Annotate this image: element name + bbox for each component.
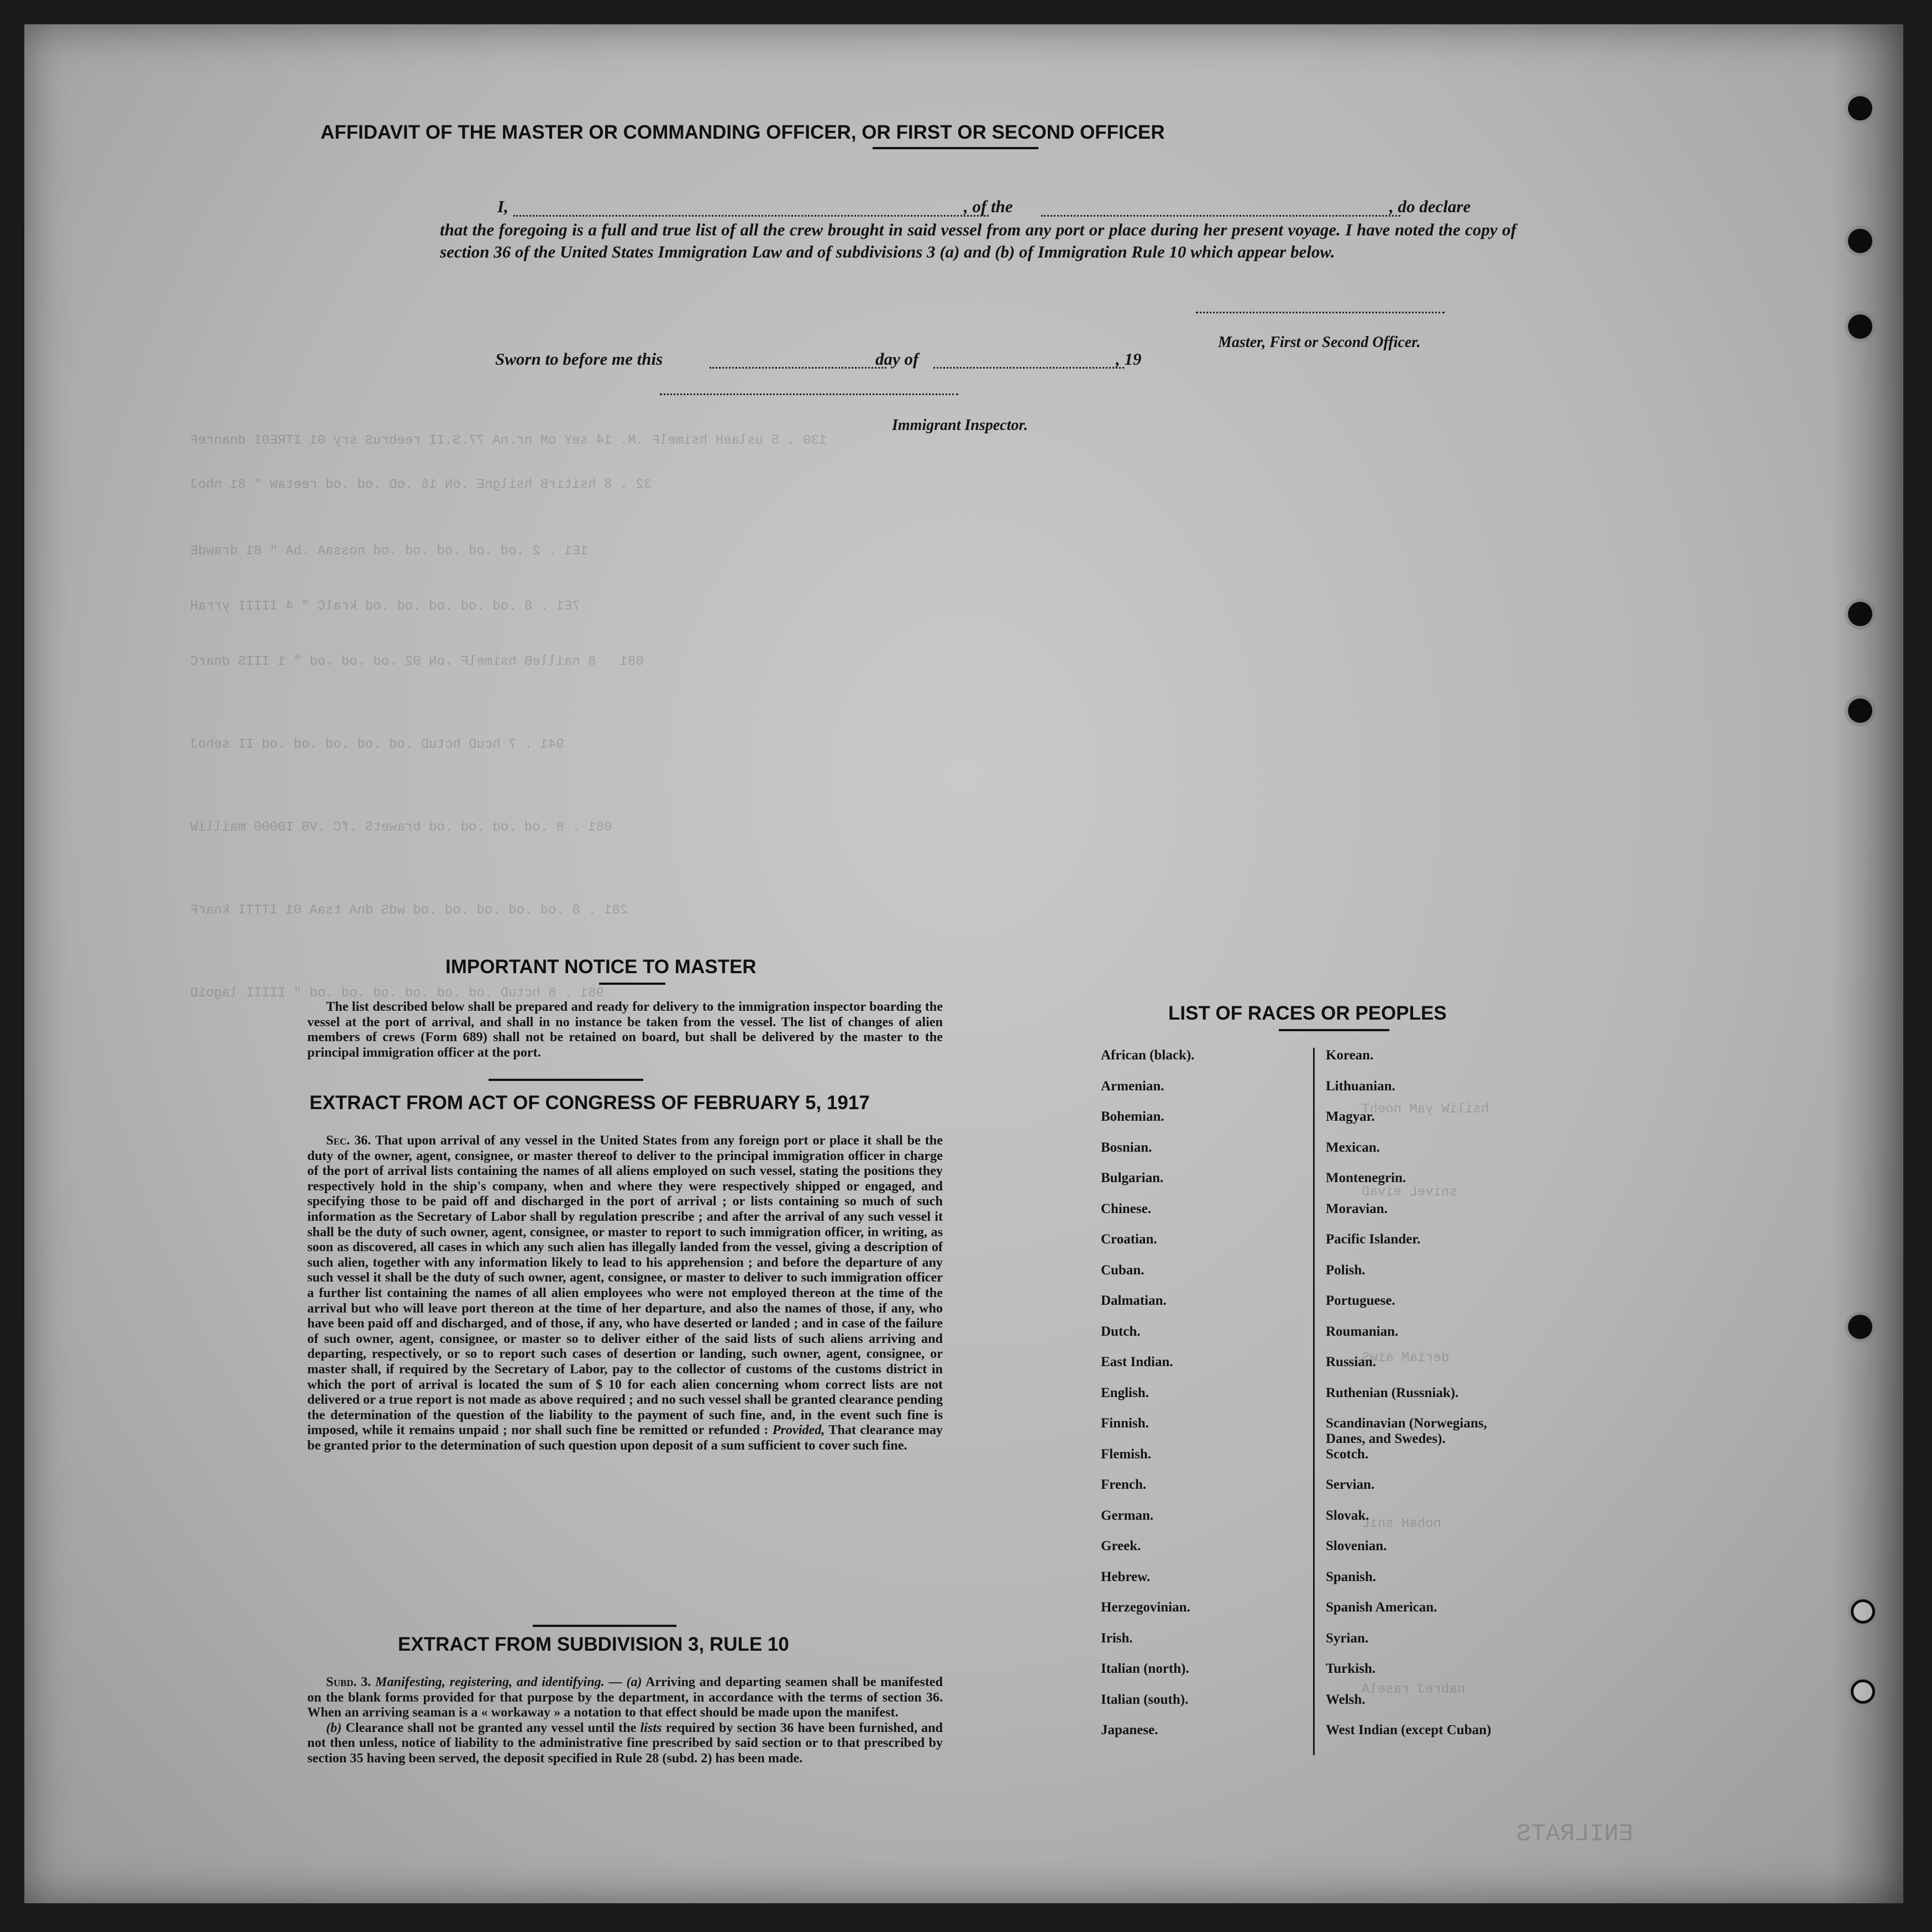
- race-item: Finnish.: [1101, 1416, 1149, 1431]
- race-item: Scandinavian (Norwegians, Danes, and Swedes).: [1326, 1416, 1487, 1446]
- document-page: 130 . 5 uslaeH hsimelF .M. 14 seY oM nr.nA 77.S.II reebruS sry 01 ITRE0I dnanreF 32 . 8 hsitirB hsilgnE .oN 16 .oD .od .od reetaW " 81 nhoJ 1E1 . 2 .od .od .od .od .od nossaA .bA " 81 drawdE 7E1 . 8 .od .od .od .od .od kralC " 4 IIIII yrraH 081 . 8 nailleB hsimelF .oN 02 .od .od .od " 1 IIIS dnarC 941 . 7 hcuD hctuD .od .od .od .od .od II sehoJ 081 . 8 .od .od .od .od brawetS .fC .V8 I0000 mailliW 281 . 8 .od .od .od .od .od wdS dnA tsaA 01 ITTTI knarF 981 . 8 hctuD .od .od .od .od .od .od " IIIII lagoiD hsiliW yaM noehT sniveL eivaD deriaM aiwS nohaH sniL nabreJ raselA ENILRATS AFFIDAVIT OF THE MASTER OR COMMANDING OFFICER, OR FIRST OR SECOND OFFICER I, , of the , do declare that the foregoing is a full and true list of all the crew brought in said vessel from any port or place during her present voyage. I have noted the copy of section 36 of the United States Immigration Law and of subdivisions 3 (a) and (b) of Immigration Rule 10 which appear below. Master, First or Second Officer. Sworn to before me this day of , 19 Immigrant Inspector. IMPORTANT NOTICE TO MASTER The list described below shall be prepared and ready for delivery to the immigration inspector boarding the vessel at the port of arrival, and shall in no instance be taken from the vessel. The list of changes of alien members of crews (Form 689) shall not be retained on board, but shall be delivered by the master to the principal immigration officer at the port. EXTRACT FROM ACT OF CONGRESS OF FEBRUARY 5, 1917 Sec. 36. That upon arrival of any vessel in the United States from any foreign port or place it shall be the duty of the owner, agent, consignee, or master thereof to deliver to the principal immigration officer in charge of the port of arrival lists containing the names of all aliens employed on such vessel, stating the positions they respectively hold in the ship's company, when and where they were respectively shipped or engaged, and specifying those to be paid off and discharged in the port of arrival ; or lists containing so much of such information as the Secretary of Labor shall by regulation prescribe ; and after the arrival of any such vessel it shall be the duty of such owner, agent, consignee, or master to report to such immigration officer, in writing, as soon as discovered, all cases in which any such alien has illegally landed from the vessel, giving a description of such alien, together with any information likely to lead to his apprehension ; and before the departure of any such vessel it shall be the duty of such owner, agent, consignee, or master to deliver to such immigration officer a further list containing the names of all alien employees who were not employed thereon at the time of the arrival but who will leave port thereon at the time of her departure, and also the names of those, if any, who have been paid off and discharged, and of those, if any, who have deserted or landed ; and in case of the failure of such owner, agent, consignee, or master so to deliver either of the said lists of such aliens arriving and departing, respectively, or so to report such cases of desertion or landing, such owner, agent, consignee, or master shall, if required by the Secretary of Labor, pay to the collector of customs of the customs district in which the port of arrival is located the sum of $ 10 for each alien concerning whom correct lists are not delivered or a true report is not made as above required ; and no such vessel shall be granted clearance pending the determination of the question of the liability to the payment of such fine, and, in the event such fine is imposed, while it remains unpaid ; nor shall such fine be remitted or refunded : Provided, That clearance may be granted prior to the determination of such question upon deposit of a sum sufficient to cover such fine. EXTRACT FROM SUBDIVISION 3, RULE 10 Subd. 3. Manifesting, registering, and identifying. — (a) Arriving and departing seamen shall be manifested on the blank forms provided for that purpose by the department, in accordance with the terms of section 36. When an arriving seaman is a « workaway » a notation to that effect should be made upon the manifest. (b) Clearance shall not be granted any vessel until the lists required by section 36 have been furnished, and not then unless, notice of liability to the administrative fine prescribed by said section or to that prescribed by section 35 having been served, the deposit specified in Rule 28 (subd. 2) has been made. LIST OF RACES OR PEOPLES African (black). Armenian. Bohemian. Bosnian. Bulgarian. Chinese. Croatian. Cuban. Dalmatian. Dutch. East Indian. English. Finnish. Flemish. French. German. Greek. Hebrew. Herzegovinian. Irish. Italian (north). Italian (south). Japanese. Korean. Lithuanian. Magyar. Mexican. Montenegrin. Moravian. Pacific Islander. Polish. Portuguese. Roumanian. Russian. Ruthenian (Russniak). Scandinavian (Norwegians, Danes, and Swedes). Scotch. Servian. Slovak. Slovenian. Spanish. Spanish American. Syrian. Turkish. Welsh. West Indian (except Cuban): [24, 24, 1903, 1903]
- race-item: Dutch.: [1101, 1324, 1141, 1339]
- races-list-left: [1101, 1048, 1194, 1754]
- race-item: Herzegovinian.: [1101, 1600, 1190, 1615]
- race-item: Russian.: [1326, 1355, 1377, 1369]
- race-item: Ruthenian (Russniak).: [1326, 1385, 1459, 1400]
- affidavit-of-the-label: , of the: [964, 197, 1013, 216]
- vessel-name-field[interactable]: [1041, 215, 1400, 217]
- divider: [533, 1625, 676, 1627]
- binder-hole-icon: [1851, 1599, 1875, 1624]
- races-heading: LIST OF RACES OR PEOPLES: [1168, 1002, 1447, 1024]
- race-item: West Indian (except Cuban): [1326, 1723, 1492, 1737]
- affidavit-i-label: I,: [497, 197, 508, 216]
- master-signature-label: Master, First or Second Officer.: [1218, 334, 1421, 351]
- races-list-right: [1326, 1048, 1508, 1754]
- race-item: Bohemian.: [1101, 1109, 1164, 1124]
- act-extract-heading: EXTRACT FROM ACT OF CONGRESS OF FEBRUARY 5, 1917: [309, 1092, 870, 1114]
- binder-hole-icon: [1848, 1315, 1872, 1339]
- race-item: Bosnian.: [1101, 1140, 1152, 1155]
- divider: [489, 1079, 643, 1081]
- race-item: Armenian.: [1101, 1078, 1164, 1094]
- race-item: Greek.: [1101, 1539, 1141, 1553]
- race-item: Spanish.: [1326, 1569, 1377, 1584]
- race-item: Slovak.: [1326, 1508, 1369, 1523]
- sworn-day-field[interactable]: [710, 367, 886, 369]
- race-item: Slovenian.: [1326, 1539, 1387, 1553]
- divider: [873, 147, 1038, 149]
- affidavit-heading: AFFIDAVIT OF THE MASTER OR COMMANDING OFFICER, OR FIRST OR SECOND OFFICER: [321, 122, 1165, 143]
- rule-extract-heading: EXTRACT FROM SUBDIVISION 3, RULE 10: [398, 1634, 789, 1655]
- sworn-month-field[interactable]: [933, 367, 1124, 369]
- race-item: Welsh.: [1326, 1692, 1366, 1707]
- race-item: Magyar.: [1326, 1109, 1375, 1124]
- race-item: Spanish American.: [1326, 1600, 1437, 1615]
- race-item: Scotch.: [1326, 1446, 1369, 1462]
- race-item: German.: [1101, 1508, 1154, 1523]
- race-item: Dalmatian.: [1101, 1293, 1167, 1308]
- race-item: African (black).: [1101, 1048, 1195, 1063]
- divider: [1279, 1029, 1389, 1031]
- race-item: Italian (south).: [1101, 1692, 1189, 1707]
- binder-hole-icon: [1851, 1679, 1875, 1704]
- race-item: Polish.: [1326, 1262, 1366, 1278]
- race-item: Bulgarian.: [1101, 1170, 1164, 1185]
- race-item: Flemish.: [1101, 1446, 1151, 1462]
- day-of-label: day of: [875, 349, 919, 369]
- race-item: Mexican.: [1326, 1140, 1380, 1155]
- race-item: Moravian.: [1326, 1201, 1388, 1216]
- master-signature-field[interactable]: [1196, 312, 1445, 313]
- binder-hole-icon: [1848, 699, 1872, 723]
- race-item: Lithuanian.: [1326, 1078, 1395, 1094]
- race-item: Croatian.: [1101, 1232, 1157, 1247]
- race-item: East Indian.: [1101, 1355, 1173, 1369]
- affidavit-do-declare-label: , do declare: [1389, 197, 1471, 216]
- notice-heading: IMPORTANT NOTICE TO MASTER: [445, 956, 757, 978]
- race-item: French.: [1101, 1477, 1147, 1492]
- race-item: Montenegrin.: [1326, 1170, 1406, 1185]
- race-item: Pacific Islander.: [1326, 1232, 1421, 1247]
- provided-label: Provided,: [772, 1422, 825, 1438]
- race-item: Portuguese.: [1326, 1293, 1395, 1308]
- races-column-divider: [1313, 1048, 1315, 1755]
- notice-body: The list described below shall be prepared and ready for delivery to the immigration inspector boarding the vessel at the port of arrival, and shall in no instance be taken from the vessel. The list of changes of alien members of crews (Form 689) shall not be retained on board, but shall be delivered by the master to the principal immigration officer at the port.: [307, 999, 943, 1060]
- binder-hole-icon: [1848, 96, 1872, 120]
- master-name-field[interactable]: [513, 215, 989, 217]
- race-item: Roumanian.: [1326, 1324, 1399, 1339]
- race-item: Servian.: [1326, 1477, 1375, 1492]
- race-item: Hebrew.: [1101, 1569, 1151, 1584]
- binder-hole-icon: [1848, 602, 1872, 626]
- section-label: Sec. 36.: [326, 1133, 371, 1148]
- race-item: Syrian.: [1326, 1630, 1369, 1646]
- race-item: Chinese.: [1101, 1201, 1151, 1216]
- race-item: Italian (north).: [1101, 1661, 1189, 1676]
- binder-hole-icon: [1848, 229, 1872, 253]
- race-item: English.: [1101, 1385, 1149, 1400]
- race-item: Cuban.: [1101, 1262, 1144, 1278]
- race-item: Irish.: [1101, 1630, 1133, 1646]
- race-item: Korean.: [1326, 1048, 1374, 1063]
- race-item: Japanese.: [1101, 1723, 1158, 1737]
- act-extract-body: Sec. 36. That upon arrival of any vessel in the United States from any foreign port or place it shall be the duty of the owner, agent, consignee, or master thereof to deliver to the principal immigration officer in charge of the port of arrival lists containing the names of all aliens employed on such vessel, stating the positions they respectively hold in the ship's company, when and where they were respectively shipped or engaged, and specifying those to be paid off and discharged in the port of arrival ; or lists containing so much of such information as the Secretary of Labor shall by regulation prescribe ; and after the arrival of any such vessel it shall be the duty of such owner, agent, consignee, or master to report to such immigration officer, in writing, as soon as discovered, all cases in which any such alien has illegally landed from the vessel, giving a description of such alien, together with any information likely to lead to his apprehension ; and before the departure of any such vessel it shall be the duty of such owner, agent, consignee, or master to deliver to such immigration officer a further list containing the names of all alien employees who were not employed thereon at the time of the arrival but who will leave port thereon at the time of her departure, and also the names of those, if any, who have been paid off and discharged, and of those, if any, who have deserted or landed ; and in case of the failure of such owner, agent, consignee, or master so to deliver either of the said lists of such aliens arriving and departing, respectively, or so to report such cases of desertion or landing, such owner, agent, consignee, or master shall, if required by the Secretary of Labor, pay to the collector of customs of the customs district in which the port of arrival is located the sum of $ 10 for each alien concerning whom correct lists are not delivered or a true report is not made as above required ; and no such vessel shall be granted clearance pending the determination of the question of the liability to the payment of such fine, and, in the event such fine is imposed, while it remains unpaid ; nor shall such fine be remitted or refunded : Provided, That clearance may be granted prior to the determination of such question upon deposit of a sum sufficient to cover such fine.: [307, 1133, 943, 1453]
- affidavit-body: that the foregoing is a full and true list of all the crew brought in said vessel from any port or place during her present voyage. I have noted the copy of section 36 of the United States Immigration Law and of subdivisions 3 (a) and (b) of Immigration Rule 10 which appear below.: [440, 220, 1516, 261]
- sworn-label: Sworn to before me this: [495, 349, 663, 369]
- divider: [599, 983, 665, 985]
- year-label: , 19: [1116, 349, 1142, 369]
- inspector-signature-field[interactable]: [660, 393, 958, 395]
- rule-extract-body: Subd. 3. Manifesting, registering, and identifying. — (a) Arriving and departing seamen shall be manifested on the blank forms provided for that purpose by the department, in accordance with the terms of section 36. When an arriving seaman is a « workaway » a notation to that effect should be made upon the manifest. (b) Clearance shall not be granted any vessel until the lists required by section 36 have been furnished, and not then unless, notice of liability to the administrative fine prescribed by said section or to that prescribed by section 35 having been served, the deposit specified in Rule 28 (subd. 2) has been made.: [307, 1674, 943, 1766]
- inspector-signature-label: Immigrant Inspector.: [892, 417, 1028, 434]
- race-item: Turkish.: [1326, 1661, 1376, 1676]
- binder-hole-icon: [1848, 314, 1872, 339]
